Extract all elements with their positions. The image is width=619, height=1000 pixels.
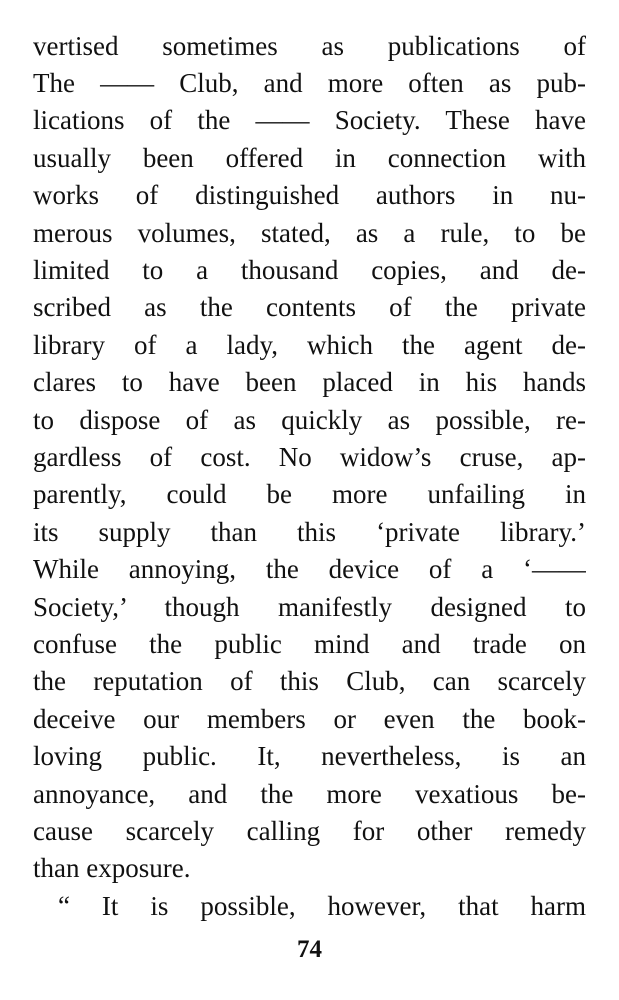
- text-line: loving public. It, nevertheless, is an: [33, 741, 586, 771]
- text-line: merous volumes, stated, as a rule, to be: [33, 218, 586, 248]
- text-line: to dispose of as quickly as possible, re-: [33, 405, 586, 435]
- text-line: its supply than this ‘private library.’: [33, 517, 586, 547]
- text-line: cause scarcely calling for other remedy: [33, 816, 586, 846]
- text-line: limited to a thousand copies, and de-: [33, 255, 586, 285]
- text-line: works of distinguished authors in nu-: [33, 180, 586, 210]
- text-line: gardless of cost. No widow’s cruse, ap-: [33, 442, 586, 472]
- text-line: parently, could be more unfailing in: [33, 479, 586, 509]
- text-line: Society,’ though manifestly designed to: [33, 592, 586, 622]
- text-line: The —— Club, and more often as pub-: [33, 68, 586, 98]
- text-line: annoyance, and the more vexatious be-: [33, 779, 586, 809]
- text-line: the reputation of this Club, can scarcely: [33, 666, 586, 696]
- text-line: deceive our members or even the book-: [33, 704, 586, 734]
- text-line: scribed as the contents of the private: [33, 292, 586, 322]
- text-line: vertised sometimes as publications of: [33, 31, 586, 61]
- text-line: usually been offered in connection with: [33, 143, 586, 173]
- text-line: confuse the public mind and trade on: [33, 629, 586, 659]
- text-line: lications of the —— Society. These have: [33, 105, 586, 135]
- text-line: library of a lady, which the agent de-: [33, 330, 586, 360]
- text-line-paragraph-end: than exposure.: [33, 853, 191, 883]
- text-line-paragraph-start: “ It is possible, however, that harm: [58, 891, 586, 921]
- page-number: 74: [297, 936, 322, 963]
- text-line: clares to have been placed in his hands: [33, 367, 586, 397]
- text-line: While annoying, the device of a ‘——: [33, 554, 586, 584]
